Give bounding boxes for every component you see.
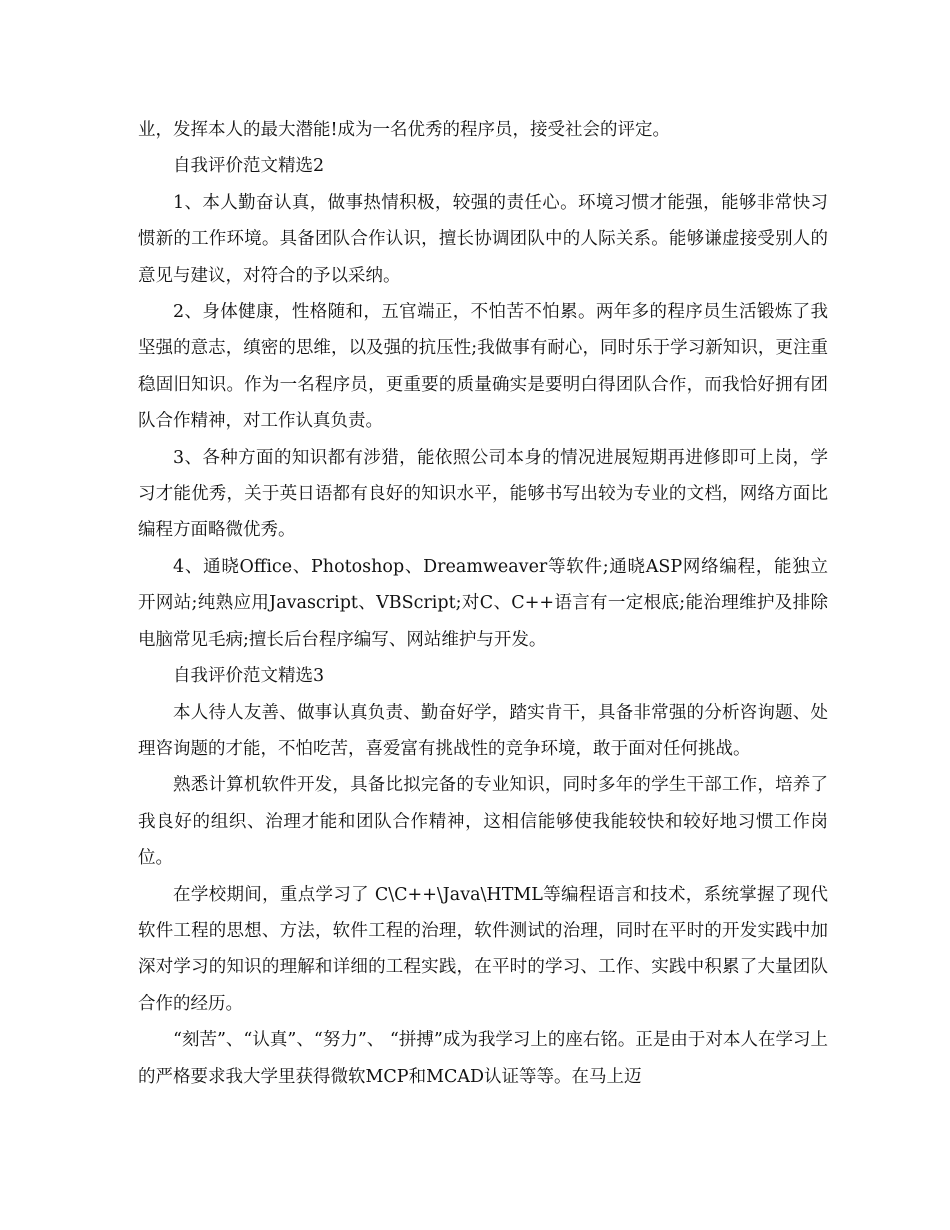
paragraph-item-1: 1、本人勤奋认真，做事热情积极，较强的责任心。环境习惯才能强，能够非常快习惯新的工作环境。具备团队合作认识，擅长协调团队中的人际关系。能够谦虚接受别人的意见与建议，对符合的予以采纳。 bbox=[138, 192, 828, 286]
paragraph-item-2: 2、身体健康，性格随和，五官端正，不怕苦不怕累。两年多的程序员生活锻炼了我坚强的意志，缜密的思维，以及强的抗压性;我做事有耐心，同时乐于学习新知识，更注重稳固旧知识。作为一名程序员，更重要的质量确实是要明白得团队合作，而我恰好拥有团队合作精神，对工作认真负责。 bbox=[138, 302, 828, 432]
section-heading-3: 自我评价范文精选3 bbox=[173, 666, 325, 687]
paragraph-skills: 熟悉计算机软件开发，具备比拟完备的专业知识，同时多年的学生干部工作，培养了我良好的组织、治理才能和团队合作精神，这相信能够使我能较快和较好地习惯工作岗位。 bbox=[138, 775, 828, 869]
document-page bbox=[138, 112, 828, 1095]
paragraph-continuation: 业，发挥本人的最大潜能!成为一名优秀的程序员，接受社会的评定。 bbox=[138, 120, 671, 140]
paragraph-item-4: 4、通晓Office、Photoshop、Dreamweaver等软件;通晓ASP网络编程，能独立开网站;纯熟应用Javascript、VBScript;对C、C++语言有一定根底;能治理维护及排除电脑常见毛病;擅长后台程序编写、网站维护与开发。 bbox=[138, 556, 828, 650]
paragraph-motto: “刻苦”、“认真”、“努力”、 “拼搏”成为我学习上的座右铭。正是由于对本人在学习上的严格要求我大学里获得微软MCP和MCAD认证等等。在马上迈 bbox=[138, 1030, 828, 1087]
paragraph-personality: 本人待人友善、做事认真负责、勤奋好学，踏实肯干，具备非常强的分析咨询题、处理咨询题的才能，不怕吃苦，喜爱富有挑战性的竞争环境，敢于面对任何挑战。 bbox=[138, 702, 828, 759]
section-heading-2: 自我评价范文精选2 bbox=[173, 156, 325, 177]
paragraph-item-3: 3、各种方面的知识都有涉猎，能依照公司本身的情况进展短期再进修即可上岗，学习才能优秀，关于英日语都有良好的知识水平，能够书写出较为专业的文档，网络方面比编程方面略微优秀。 bbox=[138, 447, 828, 541]
paragraph-study: 在学校期间，重点学习了 C\C++\Java\HTML等编程语言和技术，系统掌握了现代软件工程的思想、方法，软件工程的治理，软件测试的治理，同时在平时的开发实践中加深对学习的知识的理解和详细的工程实践，在平时的学习、工作、实践中积累了大量团队合作的经历。 bbox=[138, 884, 828, 1014]
